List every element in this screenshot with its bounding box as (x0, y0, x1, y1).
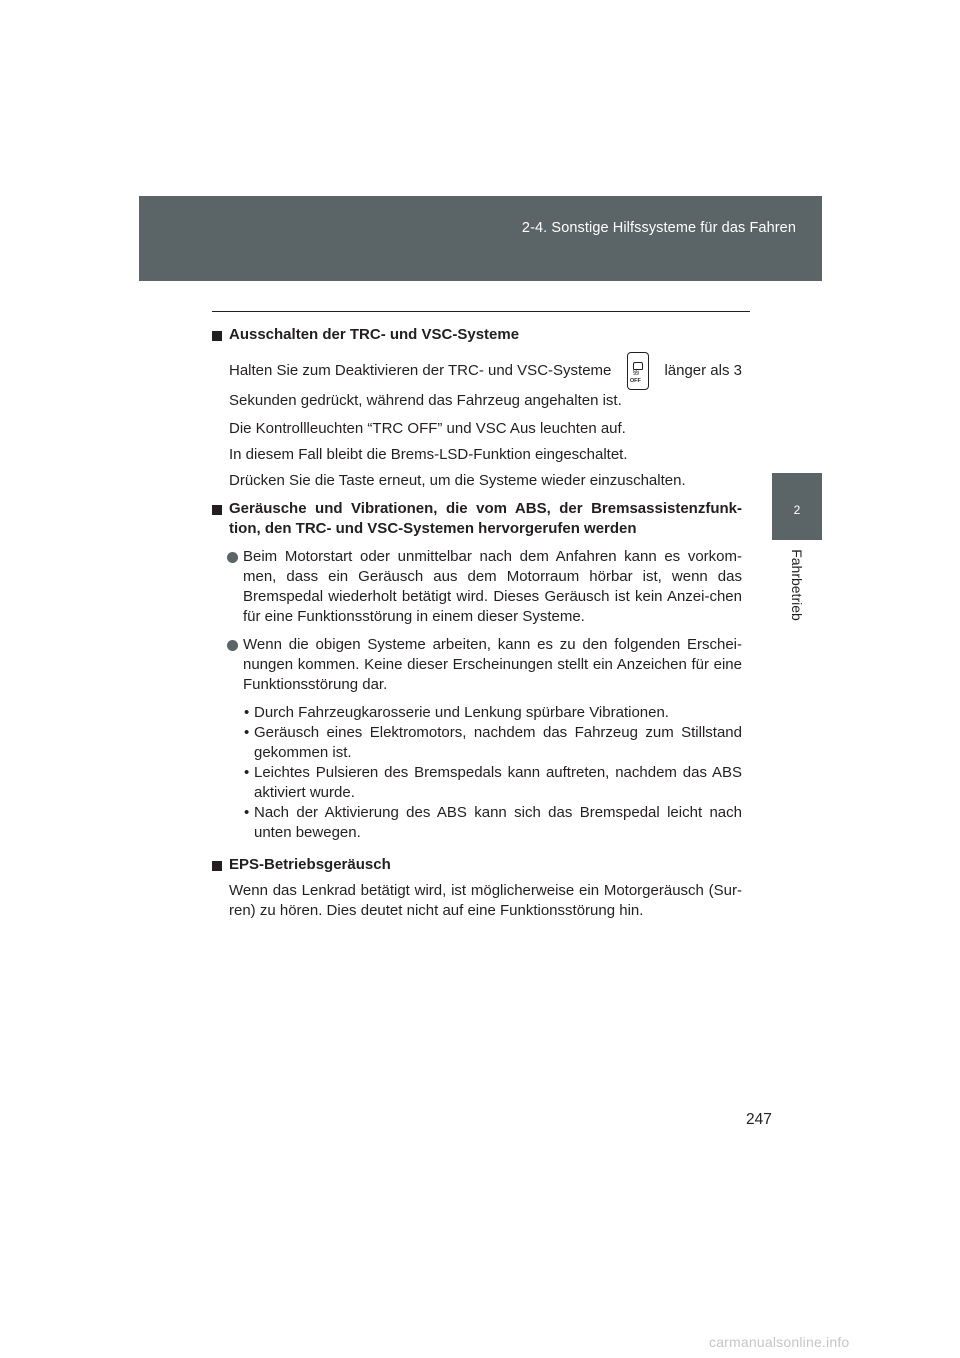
text-after-icon: länger als 3 (664, 362, 742, 379)
square-bullet-icon (212, 861, 222, 871)
watermark: carmanualsonline.info (709, 1334, 850, 1350)
skid-marks-icon: §§ (632, 370, 639, 376)
square-bullet-icon (212, 331, 222, 341)
sub-list-item: • Durch Fahrzeugkarosserie und Lenkung spürbare Vibrationen. (244, 704, 669, 721)
paragraph-trc-off-line2: Die Kontrollleuchten “TRC OFF” und VSC Aus leuchten auf. (229, 420, 626, 437)
text-before-icon: Halten Sie zum Deaktivieren der TRC- und VSC-Systeme (229, 362, 612, 379)
paragraph-trc-off-line3: In diesem Fall bleibt die Brems-LSD-Funktion eingeschaltet. (229, 446, 628, 463)
section-divider (212, 311, 750, 312)
round-bullet-icon (227, 640, 238, 651)
paragraph-trc-off-line4: Drücken Sie die Taste erneut, um die Systeme wieder einzuschalten. (229, 472, 686, 489)
page-number: 247 (746, 1111, 772, 1128)
sub-list-item: • Geräusch eines Elektromotors, nachdem das Fahrzeug zum Stillstand gekommen ist. (244, 724, 742, 761)
sub-list-item: • Nach der Aktivierung des ABS kann sich das Bremspedal leicht nach unten bewegen. (244, 804, 742, 841)
sub-list-item: • Leichtes Pulsieren des Bremspedals kann auftreten, nachdem das ABS aktiviert wurde. (244, 764, 742, 801)
car-icon (633, 362, 643, 370)
paragraph-eps: Wenn das Lenkrad betätigt wird, ist möglicherweise ein Motorgeräusch (Sur-ren) zu hören. Dies deutet nicht auf eine Funktionsstörung hin. (229, 882, 742, 919)
section-title-trc-off: Ausschalten der TRC- und VSC-Systeme (212, 325, 742, 345)
chapter-tab-number: 2 (793, 503, 801, 517)
paragraph-trc-off-line1 (212, 351, 742, 391)
vsc-off-switch-icon (627, 352, 649, 390)
paragraph-trc-off-line1-rest: Sekunden gedrückt, während das Fahrzeug angehalten ist. (229, 392, 622, 409)
section-title-noise: Geräusche und Vibrationen, die vom ABS, der Bremsassistenzfunk-tion, den TRC- und VSC-Systemen hervorgerufen werden (212, 499, 742, 539)
chapter-tab (772, 473, 822, 540)
chapter-tab-label: Fahrbetrieb (789, 549, 805, 621)
list-item-bullet1: Beim Motorstart oder unmittelbar nach dem Anfahren kann es vorkom-men, dass ein Geräusch aus dem Motorraum hörbar ist, wenn das Bremspedal wiederholt betätigt wird. Dieses Geräusch ist kein Anzei-chen für eine Funktionsstörung in einem dieser Systeme. (212, 547, 742, 627)
list-item-bullet2: Wenn die obigen Systeme arbeiten, kann es zu den folgenden Erschei-nungen kommen. Keine dieser Erscheinungen stellt ein Anzeichen für eine Funktionsstörung dar. (212, 635, 742, 695)
page-content (212, 325, 742, 921)
chapter-header (139, 196, 822, 281)
chapter-title: 2-4. Sonstige Hilfssysteme für das Fahren (521, 220, 796, 236)
section-title-eps: EPS-Betriebsgeräusch (212, 855, 742, 875)
round-bullet-icon (227, 552, 238, 563)
off-label: OFF (629, 378, 641, 384)
square-bullet-icon (212, 505, 222, 515)
